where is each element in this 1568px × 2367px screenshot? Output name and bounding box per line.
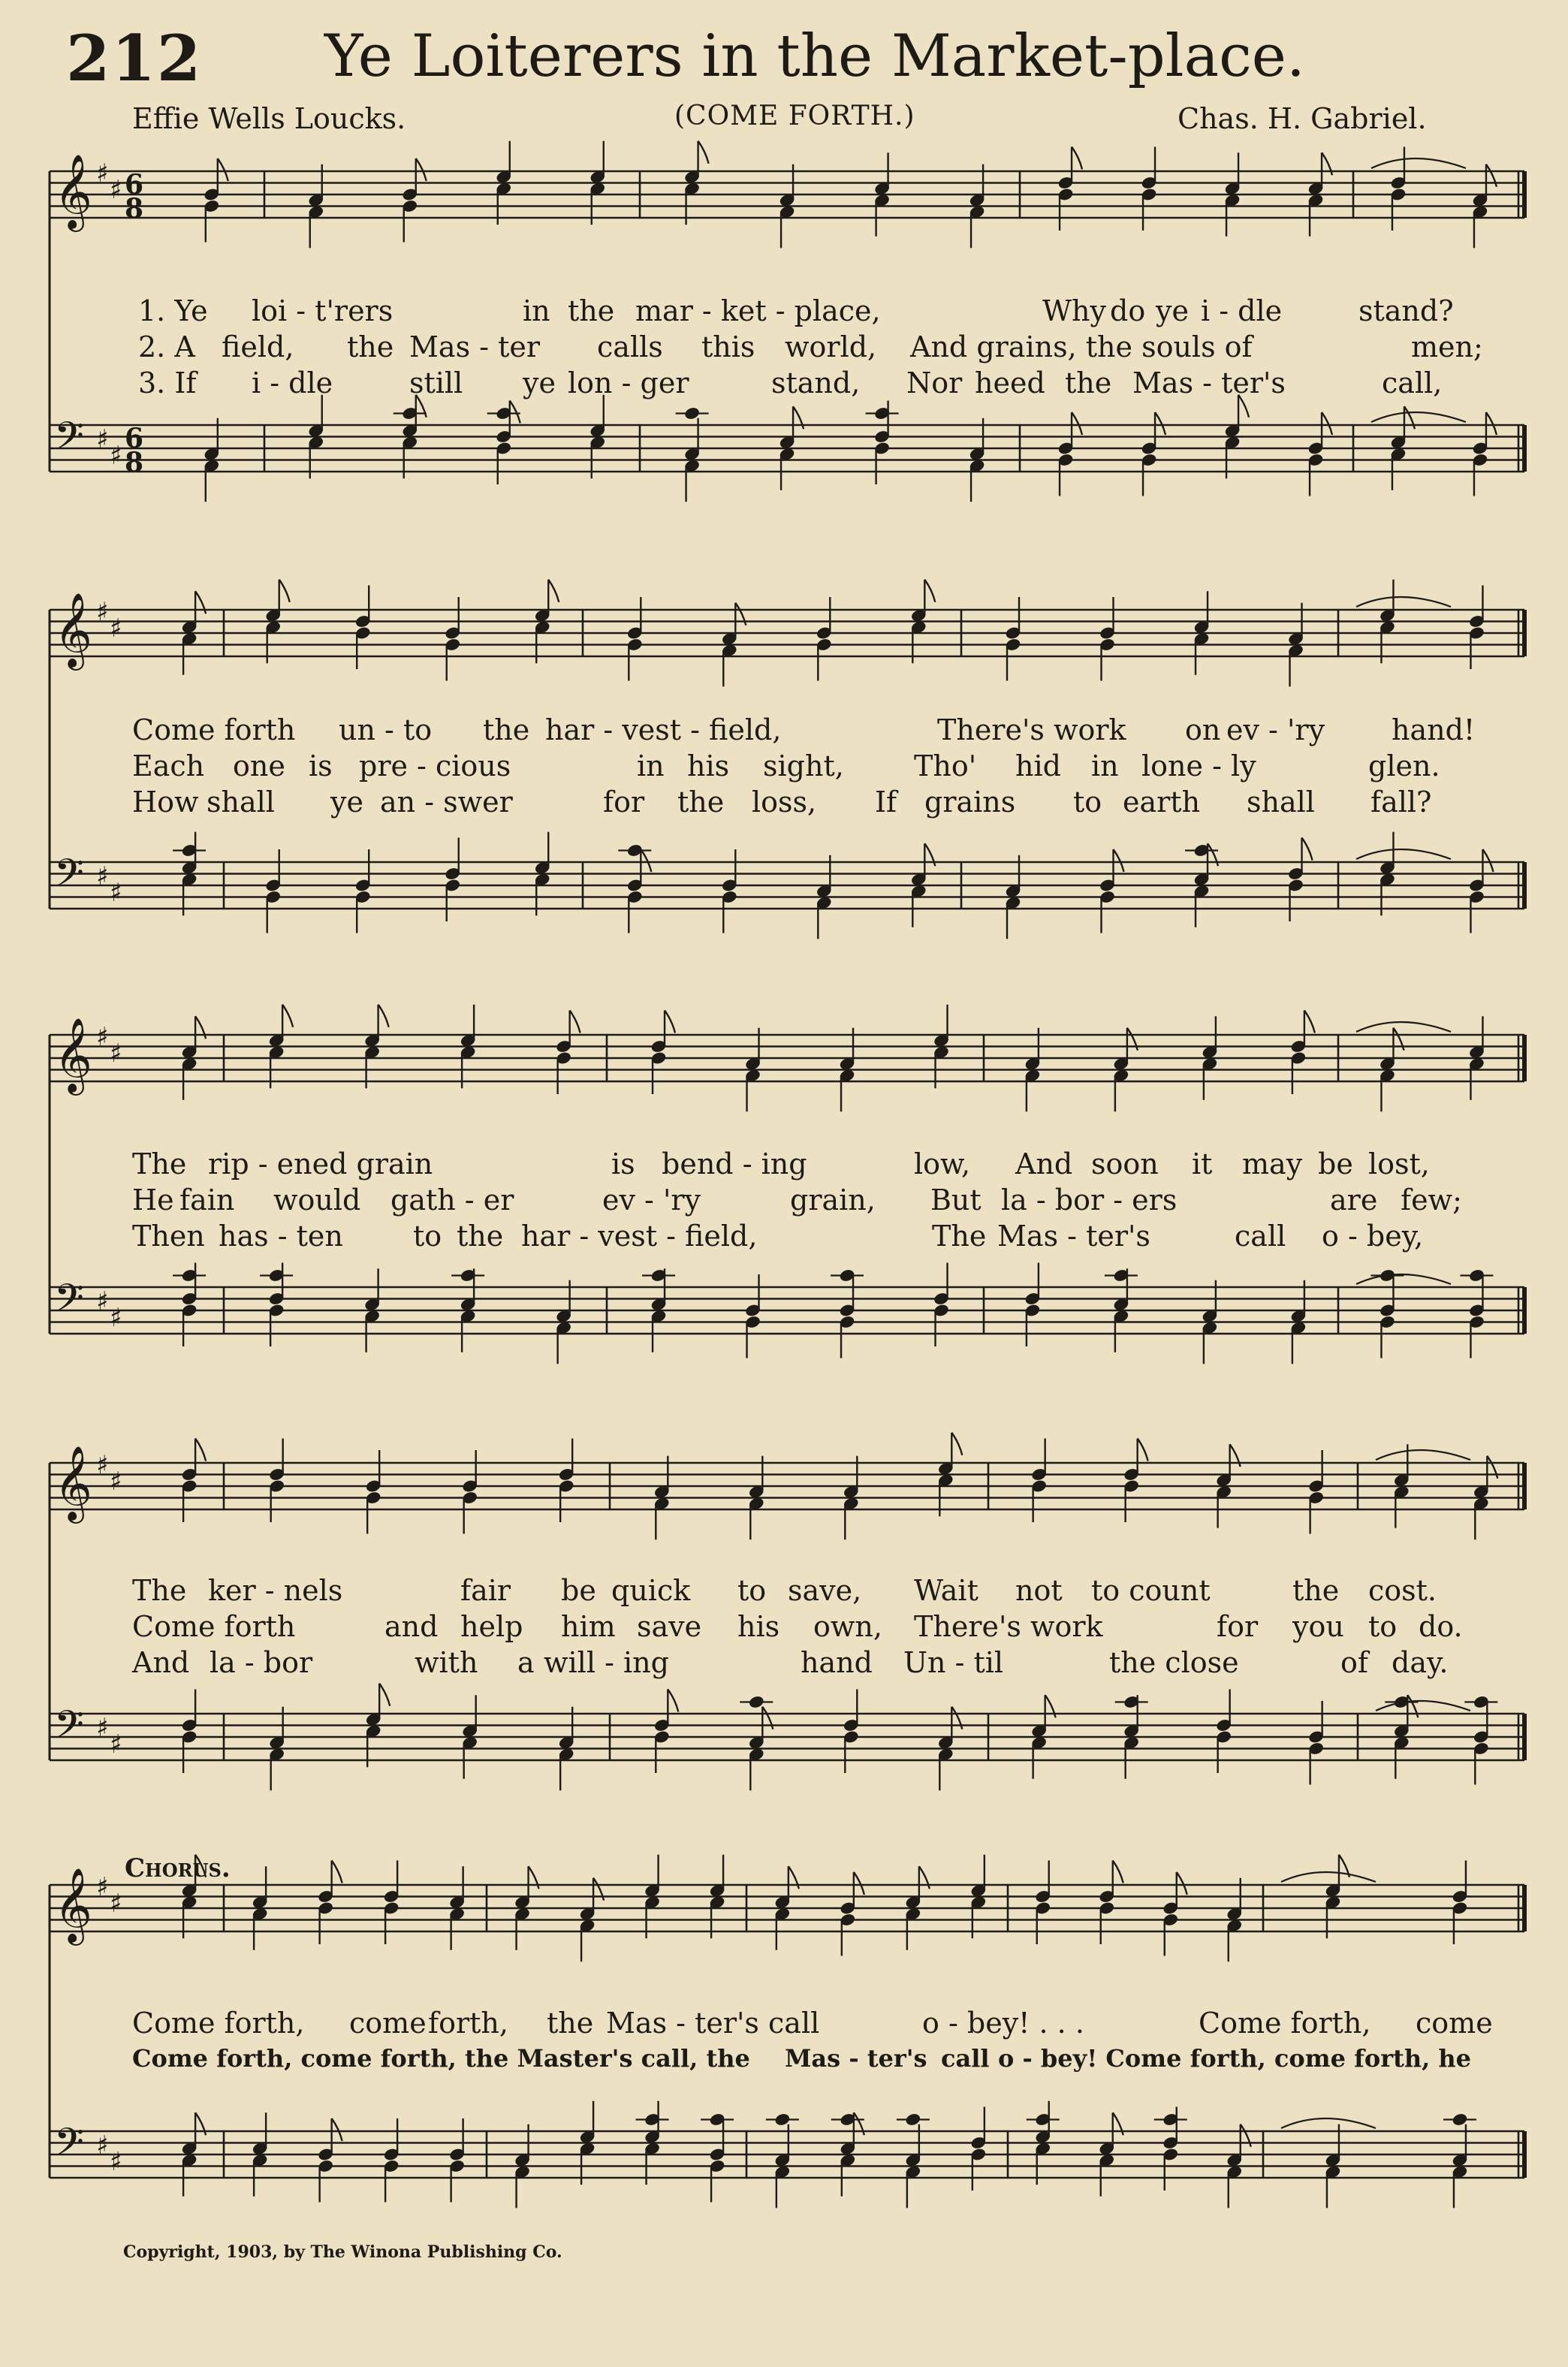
lyric-syllable: pre - cious: [359, 749, 511, 782]
lyric-syllable: with: [415, 1646, 478, 1679]
note-chord: [831, 1268, 864, 1358]
lyric-syllable: glen.: [1368, 749, 1440, 782]
lyric-syllable: 3. If: [138, 366, 197, 400]
bass-clef-icon: 𝄢: [54, 850, 84, 905]
bass-clef-icon: 𝄢: [54, 1275, 84, 1330]
chorus-label: Chorus.: [125, 1853, 231, 1883]
lyric-syllable: it: [1192, 1147, 1213, 1180]
lyric-syllable: to: [1368, 1610, 1398, 1643]
lyric-syllable: you: [1292, 1610, 1344, 1643]
treble-staff: [50, 154, 1524, 232]
sharp-icon: ♯: [96, 861, 109, 891]
lyric-line: [0, 1646, 1568, 1682]
lyric-line: [0, 713, 1568, 749]
lyric-syllable: There's work: [937, 713, 1126, 746]
sharp-icon: ♯: [96, 1450, 109, 1480]
lyric-syllable: Tho': [914, 749, 977, 782]
lyric-syllable: ye: [523, 366, 556, 400]
lyric-syllable: lone - ly: [1141, 749, 1256, 782]
lyric-syllable: ye: [330, 785, 363, 819]
lyric-line: [0, 1184, 1568, 1220]
lyric-syllable: low,: [914, 1147, 971, 1180]
lyric-syllable: call,: [1382, 366, 1443, 400]
lyric-syllable: shall: [1247, 785, 1315, 819]
lyric-line: [0, 785, 1568, 822]
lyric-syllable: 1. Ye: [138, 294, 208, 327]
lyric-syllable: loss,: [752, 785, 817, 819]
lyric-syllable: a: [517, 1646, 535, 1679]
tie-slur: [1356, 597, 1451, 607]
lyric-syllable: come: [1416, 2007, 1493, 2040]
lyric-syllable: Mas - ter's: [785, 2044, 927, 2073]
tie-slur: [1281, 1872, 1376, 1882]
treble-clef-icon: 𝄞: [54, 1868, 92, 1943]
time-signature-top: 6: [125, 423, 144, 454]
lyric-syllable: i - dle: [252, 366, 333, 400]
lyric-syllable: may: [1242, 1147, 1303, 1180]
lyric-syllable: in: [637, 749, 665, 782]
lyric-syllable: the: [568, 294, 615, 327]
lyric-syllable: stand,: [771, 366, 861, 400]
sharp-icon: ♯: [110, 614, 122, 644]
lyric-syllable: is: [309, 749, 333, 782]
lyric-syllable: come: [349, 2007, 427, 2040]
lyric-syllable: fall?: [1370, 785, 1432, 819]
sharp-icon: ♯: [110, 175, 122, 205]
note-chord: [740, 1695, 773, 1791]
lyric-syllable: Come forth,: [132, 2007, 305, 2040]
lyric-syllable: are: [1330, 1184, 1378, 1217]
lyric-syllable: lon - ger: [568, 366, 689, 400]
note-chord: [1370, 1268, 1404, 1358]
lyric-line: [0, 1147, 1568, 1184]
lyric-syllable: ye: [1156, 294, 1189, 327]
lyric-syllable: cost.: [1368, 1574, 1437, 1607]
treble-clef-icon: 𝄞: [54, 1446, 92, 1521]
lyric-syllable: do: [1110, 294, 1146, 327]
note-chord: [1460, 1268, 1493, 1358]
lyric-syllable: do.: [1419, 1610, 1463, 1643]
lyric-syllable: How: [132, 785, 199, 819]
hymn-number: 212: [66, 21, 203, 95]
lyric-syllable: There's work: [914, 1610, 1103, 1643]
sharp-icon: ♯: [110, 1039, 122, 1069]
lyric-syllable: to: [1073, 785, 1102, 819]
time-signature-top: 6: [125, 169, 144, 201]
lyric-syllable: Wait: [914, 1574, 978, 1607]
note-chord: [676, 406, 709, 502]
sharp-icon: ♯: [110, 1889, 122, 1919]
lyric-line: [0, 294, 1568, 330]
lyric-syllable: be: [1318, 1147, 1353, 1180]
lyric-syllable: field,: [222, 330, 294, 363]
bass-clef-icon: 𝄢: [54, 1702, 84, 1756]
lyric-syllable: i - dle: [1201, 294, 1283, 327]
time-signature-bottom: 8: [125, 193, 144, 225]
sharp-icon: ♯: [96, 597, 109, 627]
tune-name: (COME FORTH.): [674, 101, 915, 131]
lyric-syllable: quick: [611, 1574, 691, 1607]
lyric-syllable: And grains, the souls of: [910, 330, 1253, 363]
lyric-syllable: an - swer: [380, 785, 513, 819]
sharp-icon: ♯: [110, 878, 122, 908]
sharp-icon: ♯: [110, 2147, 122, 2177]
lyric-syllable: to: [413, 1220, 442, 1253]
lyric-syllable: has - ten: [219, 1220, 343, 1253]
treble-clef-icon: 𝄞: [54, 1018, 92, 1093]
lyric-syllable: grains: [924, 785, 1016, 819]
lyric-syllable: Why: [1042, 294, 1106, 327]
sharp-icon: ♯: [96, 1022, 109, 1052]
lyric-syllable: his: [687, 749, 730, 782]
lyric-syllable: the: [1292, 1574, 1340, 1607]
lyric-syllable: his: [737, 1610, 780, 1643]
note-chord: [1464, 1695, 1497, 1785]
lyric-syllable: in: [1091, 749, 1119, 782]
lyric-syllable: world,: [785, 330, 877, 363]
sharp-icon: ♯: [96, 424, 109, 454]
lyric-syllable: hand!: [1392, 713, 1476, 746]
lyric-syllable: And: [132, 1646, 190, 1679]
sharp-icon: ♯: [96, 1286, 109, 1316]
lyric-syllable: fain: [179, 1184, 235, 1217]
lyric-line: [0, 1220, 1568, 1256]
lyric-syllable: be: [561, 1574, 596, 1607]
lyric-syllable: o - bey! Come forth, come forth, he: [998, 2044, 1471, 2073]
lyric-line: [0, 1610, 1568, 1646]
lyric-syllable: heed: [975, 366, 1045, 400]
lyric-syllable: is: [611, 1147, 635, 1180]
sharp-icon: ♯: [96, 158, 109, 188]
lyric-syllable: The: [132, 1147, 187, 1180]
lyric-syllable: help: [460, 1610, 523, 1643]
lyric-syllable: save: [637, 1610, 702, 1643]
tie-slur: [1356, 1022, 1451, 1032]
lyric-syllable: Nor: [906, 366, 963, 400]
lyric-syllable: the: [457, 1220, 504, 1253]
lyric-syllable: the: [677, 785, 725, 819]
composer-credit: Chas. H. Gabriel.: [1178, 102, 1427, 135]
lyric-syllable: grain,: [790, 1184, 876, 1217]
tie-slur: [1371, 158, 1466, 168]
lyric-syllable: Each: [132, 749, 205, 782]
lyric-syllable: ev - 'ry: [1226, 713, 1325, 746]
lyric-syllable: The: [932, 1220, 987, 1253]
lyric-syllable: the: [483, 713, 530, 746]
tie-slur: [1356, 849, 1451, 859]
lyric-syllable: this: [701, 330, 755, 363]
copyright-notice: Copyright, 1903, by The Winona Publishing Co.: [123, 2242, 562, 2262]
lyric-syllable: one: [233, 749, 285, 782]
lyric-syllable: men;: [1411, 330, 1483, 363]
lyric-syllable: the: [547, 2007, 594, 2040]
lyric-syllable: save,: [788, 1574, 862, 1607]
lyric-syllable: not: [1015, 1574, 1063, 1607]
treble-staff: [50, 1868, 1524, 1946]
lyric-syllable: Mas - ter: [409, 330, 540, 363]
sharp-icon: ♯: [96, 1872, 109, 1902]
lyric-syllable: call: [941, 2044, 990, 2073]
lyric-syllable: the: [347, 330, 394, 363]
lyric-syllable: The: [132, 1574, 187, 1607]
sharp-icon: ♯: [110, 441, 122, 471]
sharp-icon: ♯: [96, 2130, 109, 2160]
lyric-syllable: fair: [460, 1574, 511, 1607]
lyric-syllable: call: [1235, 1220, 1286, 1253]
lyric-syllable: would: [273, 1184, 361, 1217]
treble-clef-icon: 𝄞: [54, 154, 92, 229]
lyric-syllable: few;: [1401, 1184, 1462, 1217]
lyric-syllable: lost,: [1368, 1147, 1430, 1180]
lyric-syllable: If: [875, 785, 897, 819]
lyric-syllable: Come forth: [132, 713, 296, 746]
tie-slur: [1281, 2118, 1376, 2128]
lyric-syllable: day.: [1392, 1646, 1449, 1679]
lyric-syllable: Come forth,: [1199, 2007, 1371, 2040]
sharp-icon: ♯: [96, 1713, 109, 1743]
lyric-syllable: hand: [801, 1646, 873, 1679]
lyric-syllable: 2. A: [138, 330, 195, 363]
lyric-syllable: har - vest - field,: [545, 713, 782, 746]
lyric-syllable: and: [384, 1610, 439, 1643]
note-chord: [766, 2112, 799, 2209]
author-credit: Effie Wells Loucks.: [132, 102, 406, 135]
lyric-syllable: the: [1065, 366, 1112, 400]
lyric-syllable: Mas - ter's call: [606, 2007, 820, 2040]
note-chord: [701, 2112, 734, 2203]
lyric-syllable: mar - ket - place,: [635, 294, 881, 327]
lyric-syllable: soon: [1091, 1147, 1159, 1180]
lyric-syllable: Un - til: [903, 1646, 1004, 1679]
lyric-syllable: Come forth, come forth, the Master's call, the: [132, 2044, 750, 2073]
lyric-syllable: And: [1015, 1147, 1073, 1180]
lyric-line: [0, 2007, 1568, 2043]
lyric-syllable: to count: [1091, 1574, 1211, 1607]
note-chord: [1443, 2112, 1476, 2209]
lyric-syllable: la - bor - ers: [1001, 1184, 1178, 1217]
lyric-syllable: calls: [597, 330, 663, 363]
lyric-syllable: for: [603, 785, 645, 819]
lyric-syllable: earth: [1123, 785, 1201, 819]
lyric-syllable: But: [930, 1184, 982, 1217]
lyric-syllable: gath - er: [390, 1184, 514, 1217]
lyric-syllable: for: [1217, 1610, 1259, 1643]
lyric-syllable: bend - ing: [662, 1147, 807, 1180]
lyric-line: [0, 1574, 1568, 1610]
lyric-syllable: on: [1185, 713, 1221, 746]
lyric-syllable: rip - ened grain: [208, 1147, 433, 1180]
lyric-syllable: ev - 'ry: [602, 1184, 701, 1217]
sharp-icon: ♯: [110, 1729, 122, 1759]
lyric-syllable: ker - nels: [208, 1574, 343, 1607]
lyric-syllable: Mas - ter's: [1132, 366, 1286, 400]
treble-clef-icon: 𝄞: [54, 593, 92, 668]
lyric-syllable: He: [132, 1184, 174, 1217]
lyric-line: [0, 330, 1568, 366]
hymn-title: Ye Loiterers in the Market-place.: [324, 23, 1305, 90]
lyric-syllable: forth,: [428, 2007, 508, 2040]
tie-slur: [1371, 412, 1466, 422]
lyric-syllable: of: [1340, 1646, 1368, 1679]
lyric-syllable: stand?: [1358, 294, 1454, 327]
lyric-syllable: in: [523, 294, 550, 327]
lyric-syllable: la - bor: [210, 1646, 313, 1679]
tie-slur: [1376, 1450, 1470, 1460]
lyric-syllable: o - bey,: [1322, 1220, 1424, 1253]
lyric-syllable: loi - t'rers: [252, 294, 394, 327]
lyric-syllable: the close: [1109, 1646, 1239, 1679]
lyric-syllable: Then: [132, 1220, 205, 1253]
lyric-syllable: Mas - ter's: [997, 1220, 1150, 1253]
lyric-syllable: still: [409, 366, 463, 400]
lyric-syllable: hid: [1015, 749, 1061, 782]
lyric-syllable: Come forth: [132, 1610, 296, 1643]
lyric-line: [0, 366, 1568, 403]
note-chord: [897, 2112, 930, 2209]
lyric-line: [0, 2044, 1568, 2080]
lyric-syllable: own,: [813, 1610, 882, 1643]
lyric-syllable: har - vest - field,: [521, 1220, 758, 1253]
lyric-syllable: shall: [207, 785, 275, 819]
time-signature-bottom: 8: [125, 447, 144, 478]
lyric-syllable: sight,: [763, 749, 844, 782]
lyric-line: [0, 749, 1568, 785]
lyric-syllable: him: [561, 1610, 616, 1643]
bass-clef-icon: 𝄢: [54, 413, 84, 468]
lyric-syllable: o - bey! . . .: [922, 2007, 1084, 2040]
lyric-syllable: un - to: [339, 713, 433, 746]
sharp-icon: ♯: [110, 1303, 122, 1333]
bass-clef-icon: 𝄢: [54, 2119, 84, 2174]
note-chord: [618, 843, 651, 933]
lyric-syllable: to: [737, 1574, 767, 1607]
lyric-syllable: will - ing: [544, 1646, 669, 1679]
bass-staff: [50, 1702, 1524, 1760]
sharp-icon: ♯: [110, 1467, 122, 1497]
